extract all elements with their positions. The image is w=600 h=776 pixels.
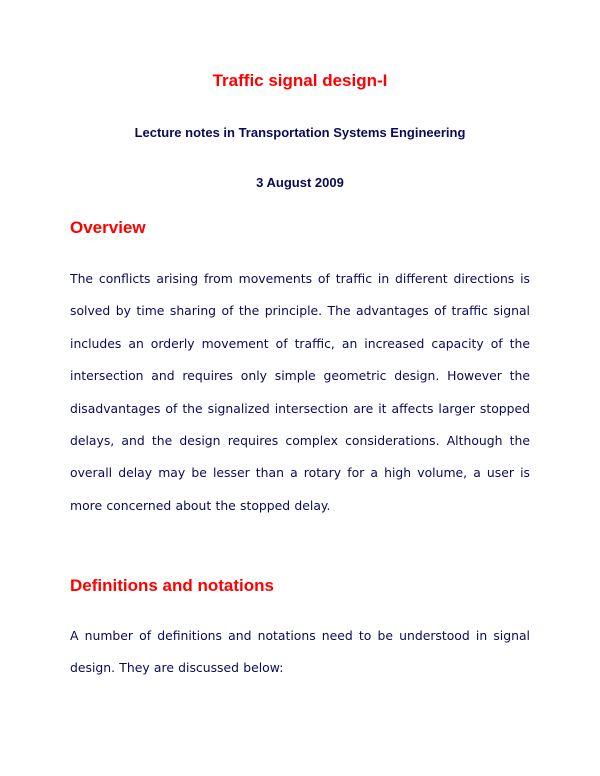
document-title: Traffic signal design-I xyxy=(212,71,388,90)
section-paragraph-definitions: A number of definitions and notations need to be understood in signal design. They are discussed below: xyxy=(70,628,530,676)
section-paragraph-overview: The conflicts arising from movements of traffic in different directions is solved by time sharing of the principle. The advantages of traffic signal includes an orderly movement of traffic, an increased capacity of the intersection and requires only simple geometric design. However the disadvantages of the signalized intersection are it affects larger stopped delays, and the design requires complex considerations. Although the overall delay may be lesser than a rotary for a high volume, a user is more concerned about the stopped delay. xyxy=(70,271,530,513)
document-subtitle: Lecture notes in Transportation Systems Engineering xyxy=(134,125,466,140)
document-date: 3 August 2009 xyxy=(256,175,344,190)
section-heading-definitions: Definitions and notations xyxy=(70,576,274,595)
section-heading-overview: Overview xyxy=(70,218,146,237)
